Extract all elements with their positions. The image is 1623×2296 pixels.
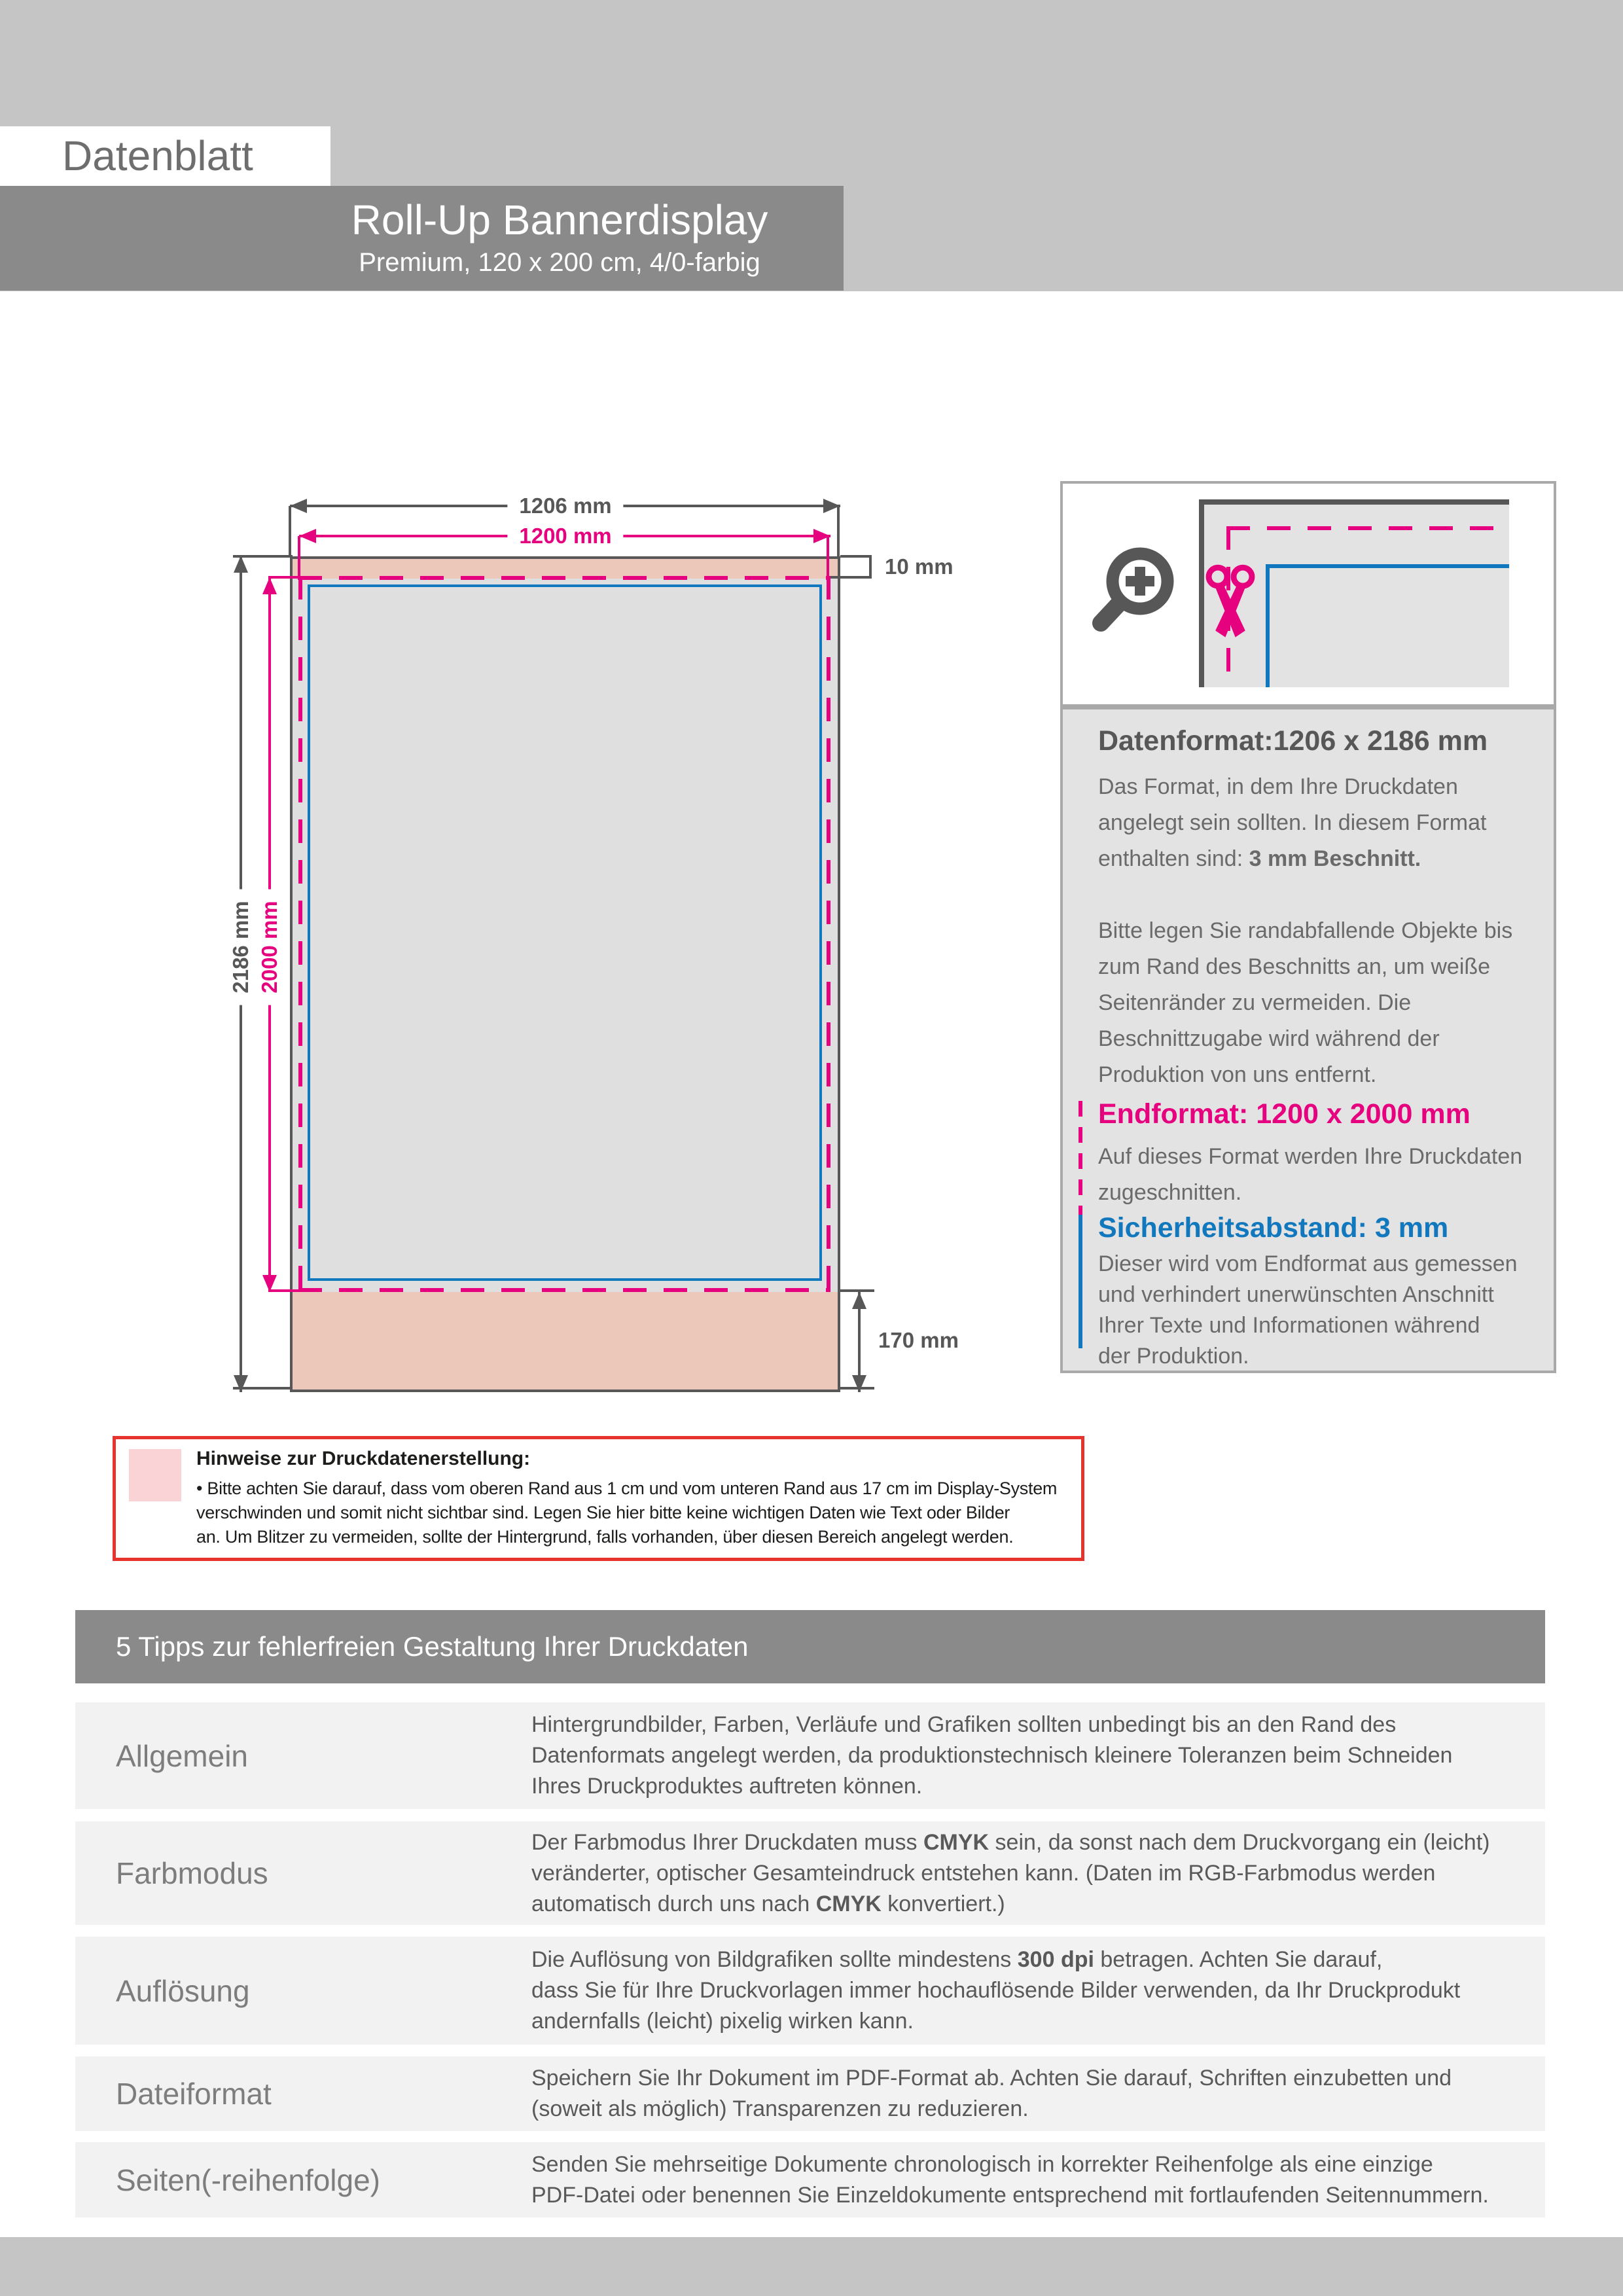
text-line: Datenformats angelegt werden, da produktionstechnisch kleinere Toleranzen beim Schneiden xyxy=(531,1743,1453,1768)
dim-170-arrow-up xyxy=(852,1292,866,1309)
text-line: Das Format, in dem Ihre Druckdaten xyxy=(1098,774,1458,799)
tips-header-band xyxy=(75,1610,1545,1683)
product-title: Roll-Up Bannerdisplay xyxy=(351,196,768,243)
sicherheitsabstand-heading: Sicherheitsabstand: 3 mm xyxy=(1098,1212,1449,1244)
text-line: andernfalls (leicht) pixelig wirken kann. xyxy=(531,2009,914,2034)
text-line: automatisch durch uns nach CMYK konvertiert.) xyxy=(531,1891,1005,1916)
tip-body xyxy=(531,1710,1545,1802)
tip-label: Dateiformat xyxy=(116,2077,272,2111)
tip-row-dateiformat xyxy=(75,2056,1545,2131)
endformat-heading: Endformat: 1200 x 2000 mm xyxy=(1098,1098,1471,1130)
scissors-icon xyxy=(1205,564,1255,647)
dim-1200-ext-right xyxy=(827,536,829,580)
tips-heading: 5 Tipps zur fehlerfreien Gestaltung Ihrer Druckdaten xyxy=(116,1631,749,1662)
dim-10-bracket xyxy=(869,555,872,579)
text-line: Auf dieses Format werden Ihre Druckdaten xyxy=(1098,1144,1523,1169)
text-line: Der Farbmodus Ihrer Druckdaten muss CMYK sein, da sonst nach dem Druckvorgang ein (leicht) xyxy=(531,1829,1490,1855)
product-title-banner xyxy=(0,186,844,291)
text-line: verschwinden und somit nicht sichtbar sind. Legen Sie hier bitte keine wichtigen Daten wie Text oder Bilder xyxy=(196,1503,1010,1522)
text-line: an. Um Blitzer zu vermeiden, sollte der Hintergrund, falls vorhanden, über diesen Bereich angelegt werden. xyxy=(196,1527,1014,1547)
datenformat-paragraph-1 xyxy=(1098,769,1486,877)
zoom-safety-line-h xyxy=(1266,564,1509,568)
datenformat-heading: Datenformat:1206 x 2186 mm xyxy=(1098,725,1488,757)
dim-1200-ext-left xyxy=(298,536,300,580)
product-title-group xyxy=(281,195,838,280)
dim-2186-ext-bottom xyxy=(233,1387,293,1390)
zoom-dashed-cutline-h xyxy=(1226,526,1509,530)
tip-body xyxy=(531,2149,1545,2211)
text-line: Produktion von uns entfernt. xyxy=(1098,1062,1377,1087)
dim-170-label: 170 mm xyxy=(878,1328,959,1352)
text-line: Beschnittzugabe wird während der xyxy=(1098,1026,1440,1051)
sicherheitsabstand-paragraph xyxy=(1098,1249,1518,1372)
dim-2000-label: 2000 mm xyxy=(256,889,283,1005)
dim-10-label: 10 mm xyxy=(885,554,954,579)
tip-body xyxy=(531,1827,1545,1920)
endformat-paragraph xyxy=(1098,1139,1522,1211)
dim-2186-arrow-down xyxy=(234,1375,248,1392)
text-line: veränderter, optischer Gesamteindruck entstehen kann. (Daten im RGB-Farbmodus werden xyxy=(531,1860,1436,1886)
dim-2000-arrow-up xyxy=(262,577,277,594)
dim-2000-jog-top xyxy=(268,576,301,579)
tip-label: Seiten(-reihenfolge) xyxy=(116,2162,381,2197)
text-line: Seitenränder zu vermeiden. Die xyxy=(1098,990,1412,1015)
endformat-marker-line xyxy=(1079,1101,1082,1216)
dim-2186-arrow-up xyxy=(234,556,248,573)
dim-1200-label: 1200 mm xyxy=(507,522,623,550)
document-type-box xyxy=(0,126,330,186)
note-body xyxy=(196,1477,1057,1549)
dim-10-ext-bottom xyxy=(830,576,872,579)
hidden-area-color-swatch xyxy=(129,1449,181,1501)
dim-2186-label: 2186 mm xyxy=(227,889,255,1005)
text-line: Ihrer Texte und Informationen während xyxy=(1098,1313,1480,1338)
text-line: und verhindert unerwünschten Anschnitt xyxy=(1098,1282,1494,1307)
text-line: Hintergrundbilder, Farben, Verläufe und Grafiken sollten unbedingt bis an den Rand des xyxy=(531,1712,1397,1737)
tip-row-farbmodus xyxy=(75,1821,1545,1925)
text-line: zum Rand des Beschnitts an, um weiße xyxy=(1098,954,1491,979)
datenformat-paragraph-2 xyxy=(1098,913,1512,1093)
text-line: enthalten sind: 3 mm Beschnitt. xyxy=(1098,846,1421,871)
text-line: dass Sie für Ihre Druckvorlagen immer hochauflösende Bilder verwenden, da Ihr Druckprodukt xyxy=(531,1978,1461,2003)
dim-1206-arrow-left xyxy=(290,499,307,513)
dim-2186-ext-top xyxy=(233,555,293,558)
dim-1206-ext-left xyxy=(289,506,291,558)
text-line: der Produktion. xyxy=(1098,1344,1249,1369)
dim-10-ext-top xyxy=(840,555,872,558)
dim-1206-ext-right xyxy=(837,506,840,558)
text-line: PDF-Datei oder benennen Sie Einzeldokumente entsprechend mit fortlaufenden Seitennummern. xyxy=(531,2182,1489,2208)
text-line: Ihres Druckproduktes auftreten können. xyxy=(531,1774,923,1799)
footer-band xyxy=(0,2237,1623,2296)
tip-row-seitenreihenfolge xyxy=(75,2142,1545,2217)
document-type-label: Datenblatt xyxy=(62,132,253,179)
dim-1206-label: 1206 mm xyxy=(507,492,623,520)
note-heading: Hinweise zur Druckdatenerstellung: xyxy=(196,1448,531,1469)
tip-row-allgemein xyxy=(75,1702,1545,1809)
dim-2000-jog-bottom xyxy=(268,1289,301,1292)
magnifier-icon xyxy=(1088,543,1179,635)
text-line: Bitte legen Sie randabfallende Objekte bis xyxy=(1098,918,1513,943)
datenformat-rect xyxy=(290,556,840,1392)
tip-label: Auflösung xyxy=(116,1973,250,2008)
sicherheitsabstand-marker-line xyxy=(1079,1215,1082,1348)
tip-label: Allgemein xyxy=(116,1738,248,1773)
dim-1200-arrow-left xyxy=(299,529,316,543)
text-line: Speichern Sie Ihr Dokument im PDF-Format ab. Achten Sie darauf, Schriften einzubetten und xyxy=(531,2066,1452,2090)
tip-body xyxy=(531,2063,1545,2125)
text-line: Senden Sie mehrseitige Dokumente chronologisch in korrekter Reihenfolge als eine einzige xyxy=(531,2151,1433,2177)
text-line: • Bitte achten Sie darauf, dass vom oberen Rand aus 1 cm und vom unteren Rand aus 17 cm im Display-System xyxy=(196,1479,1058,1498)
dim-170-arrow-down xyxy=(852,1375,866,1392)
zoom-safety-line-v xyxy=(1266,564,1270,687)
text-line: angelegt sein sollten. In diesem Format xyxy=(1098,810,1487,835)
tip-label: Farbmodus xyxy=(116,1856,268,1890)
text-line: (soweit als möglich) Transparenzen zu reduzieren. xyxy=(531,2096,1029,2121)
tip-row-aufloesung xyxy=(75,1937,1545,2045)
product-subtitle: Premium, 120 x 200 cm, 4/0-farbig xyxy=(359,248,760,277)
text-line: Dieser wird vom Endformat aus gemessen xyxy=(1098,1251,1518,1276)
text-line: Die Auflösung von Bildgrafiken sollte mindestens 300 dpi betragen. Achten Sie darauf, xyxy=(531,1947,1383,1972)
tip-body xyxy=(531,1945,1545,2037)
text-line: zugeschnitten. xyxy=(1098,1180,1242,1205)
